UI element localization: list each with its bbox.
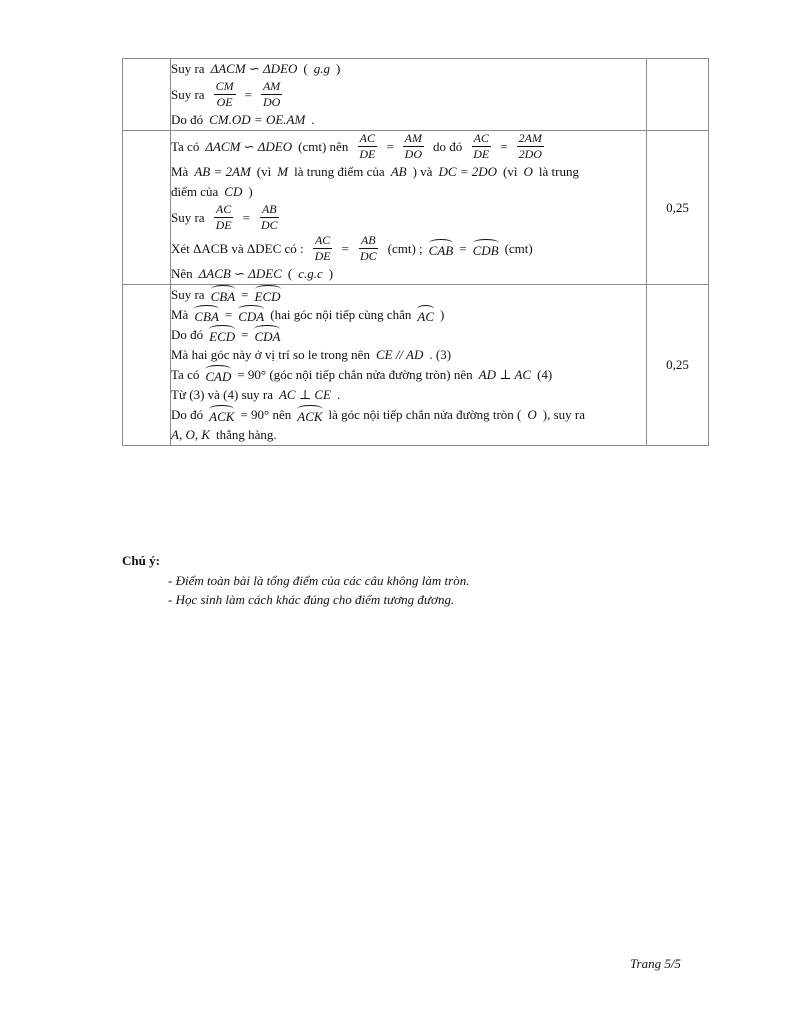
math-text: CD xyxy=(224,184,243,199)
fraction xyxy=(259,202,280,233)
text: là góc nội tiếp chắn nửa đường tròn ( xyxy=(328,407,522,422)
text: = xyxy=(341,240,349,256)
text: Mà xyxy=(171,307,189,322)
text: (vì xyxy=(503,164,518,179)
text: . (3) xyxy=(429,347,452,362)
math-text: g.g xyxy=(313,61,330,76)
math-text: ΔACM ∽ ΔDEO xyxy=(205,138,293,154)
angle-arc: CAD xyxy=(205,365,231,385)
text: ) và xyxy=(412,164,433,179)
angle-arc: AC xyxy=(417,305,434,325)
text: = xyxy=(241,327,249,342)
text: (vì xyxy=(256,164,272,179)
text: Xét ΔACB và ΔDEC có : xyxy=(171,240,304,256)
text: Suy ra xyxy=(171,86,205,102)
solution-line xyxy=(171,385,646,405)
solution-line xyxy=(171,285,646,305)
solution-line xyxy=(171,405,646,425)
note-item: - Điểm toàn bài là tổng điểm của các câu không làm tròn. xyxy=(168,573,470,588)
math-text: AC ⊥ CE xyxy=(278,387,331,402)
text: Do đó xyxy=(171,327,204,342)
text: (cmt) ; xyxy=(387,240,423,256)
angle-arc: CDA xyxy=(238,305,264,325)
blank-cell xyxy=(123,59,171,131)
fraction-numerator: AM xyxy=(404,131,422,145)
math-text: CE // AD xyxy=(375,347,424,362)
fraction-denominator: DO xyxy=(404,147,422,161)
fraction-numerator: AB xyxy=(261,202,277,216)
fraction-denominator: DE xyxy=(215,218,232,232)
text: = xyxy=(500,138,508,154)
text: (4) xyxy=(537,367,553,382)
text: Ta có xyxy=(171,138,200,154)
text: Từ (3) và (4) suy ra xyxy=(171,387,273,402)
text: = 90° nên xyxy=(240,407,292,422)
score-cell: 0,25 xyxy=(647,131,709,285)
table-row xyxy=(123,131,709,285)
math-text: AB = 2AM xyxy=(194,164,251,179)
text: (cmt) xyxy=(504,240,533,256)
angle-arc: ECD xyxy=(209,325,235,345)
solution-line xyxy=(171,425,646,445)
blank-cell xyxy=(123,285,171,446)
text: (cmt) nên xyxy=(298,138,349,154)
text: ) xyxy=(248,184,253,199)
angle-arc: CAB xyxy=(429,239,454,259)
math-text: O xyxy=(523,164,533,179)
text: Ta có xyxy=(171,367,200,382)
text: Suy ra xyxy=(171,209,205,225)
solution-line xyxy=(171,202,646,233)
notes-section xyxy=(122,551,682,609)
angle-arc: ACK xyxy=(209,405,234,425)
fraction-denominator: 2DO xyxy=(518,147,542,161)
angle-arc: CBA xyxy=(211,285,236,305)
fraction-numerator: CM xyxy=(215,79,234,93)
fraction xyxy=(517,131,544,162)
math-text: M xyxy=(277,164,289,179)
fraction xyxy=(214,202,234,233)
text: do đó xyxy=(433,138,463,154)
text: . xyxy=(336,387,341,402)
solution-line xyxy=(171,233,646,264)
math-text: DC = 2DO xyxy=(438,164,498,179)
solution-line xyxy=(171,305,646,325)
text: = xyxy=(224,307,233,322)
solution-line xyxy=(171,131,646,162)
solution-content xyxy=(171,285,647,446)
text: Do đó xyxy=(171,407,204,422)
note-item: - Học sinh làm cách khác đúng cho điểm tương đương. xyxy=(168,592,455,607)
text: ) xyxy=(328,266,334,281)
math-text: AD ⊥ AC xyxy=(478,367,532,382)
solution-line xyxy=(171,365,646,385)
score-cell: 0,25 xyxy=(647,285,709,446)
text: Suy ra xyxy=(171,287,205,302)
text: = xyxy=(386,138,394,154)
text: = xyxy=(459,240,467,256)
fraction-numerator: AC xyxy=(473,131,489,145)
text: ) xyxy=(440,307,445,322)
solution-table-body xyxy=(123,59,709,446)
fraction-denominator: DE xyxy=(314,249,331,263)
solution-line xyxy=(171,110,646,130)
fraction xyxy=(358,233,379,264)
notes-title: Chú ý: xyxy=(122,553,160,568)
fraction-numerator: AC xyxy=(215,202,232,216)
text: Suy ra xyxy=(171,61,205,76)
angle-arc: CDA xyxy=(254,325,280,345)
text: ), suy ra xyxy=(542,407,585,422)
solution-line xyxy=(171,325,646,345)
math-text: c.g.c xyxy=(298,266,323,281)
solution-line xyxy=(171,59,646,79)
fraction-denominator: DC xyxy=(359,249,377,263)
math-text: O xyxy=(527,407,537,422)
fraction-denominator: OE xyxy=(216,95,233,109)
text: = xyxy=(241,287,249,302)
solution-line xyxy=(171,182,646,202)
text: Mà xyxy=(171,164,189,179)
text: là trung xyxy=(538,164,579,179)
fraction-denominator: DE xyxy=(359,147,376,161)
fraction-numerator: AC xyxy=(359,131,375,145)
fraction xyxy=(357,131,377,162)
fraction-numerator: AM xyxy=(262,79,281,93)
text: là trung điểm của xyxy=(294,164,385,179)
math-text: ΔACB ∽ ΔDEC xyxy=(198,266,282,281)
fraction-numerator: 2AM xyxy=(518,131,542,145)
solution-line xyxy=(171,345,646,365)
math-text: A, O, K xyxy=(171,427,210,442)
fraction-denominator: DE xyxy=(473,147,490,161)
fraction-numerator: AC xyxy=(314,233,331,247)
solution-content xyxy=(171,59,647,131)
solution-table xyxy=(122,58,709,446)
fraction xyxy=(261,79,282,110)
fraction xyxy=(313,233,333,264)
fraction xyxy=(214,79,236,110)
table-row xyxy=(123,285,709,446)
solution-line xyxy=(171,264,646,284)
angle-arc: CDB xyxy=(473,239,499,259)
text: điểm của xyxy=(171,184,219,199)
fraction-denominator: DO xyxy=(262,95,281,109)
text: ( xyxy=(287,266,293,281)
solution-line xyxy=(171,162,646,182)
solution-content xyxy=(171,131,647,285)
text: thẳng hàng. xyxy=(216,427,277,442)
text: . xyxy=(311,112,315,127)
text: ) xyxy=(336,61,341,76)
text: = 90° (góc nội tiếp chắn nửa đường tròn) nên xyxy=(237,367,473,382)
text: = xyxy=(244,86,252,102)
text: = xyxy=(242,209,250,225)
blank-cell xyxy=(123,131,171,285)
table-row xyxy=(123,59,709,131)
angle-arc: CBA xyxy=(194,305,219,325)
math-text: CM.OD = OE.AM xyxy=(209,112,306,127)
page-number: Trang 5/5 xyxy=(630,956,681,971)
fraction xyxy=(403,131,424,162)
math-text: AB xyxy=(390,164,407,179)
fraction xyxy=(471,131,491,162)
angle-arc: ACK xyxy=(297,405,322,425)
text: Do đó xyxy=(171,112,204,127)
text: ( xyxy=(303,61,308,76)
score-cell xyxy=(647,59,709,131)
solution-line xyxy=(171,79,646,110)
fraction-numerator: AB xyxy=(360,233,376,247)
text: (hai góc nội tiếp cùng chắn xyxy=(270,307,412,322)
angle-arc: ECD xyxy=(255,285,281,305)
fraction-denominator: DC xyxy=(260,218,278,232)
math-text: ΔACM ∽ ΔDEO xyxy=(210,61,298,76)
text: Nên xyxy=(171,266,193,281)
text: Mà hai góc này ở vị trí so le trong nên xyxy=(171,347,370,362)
